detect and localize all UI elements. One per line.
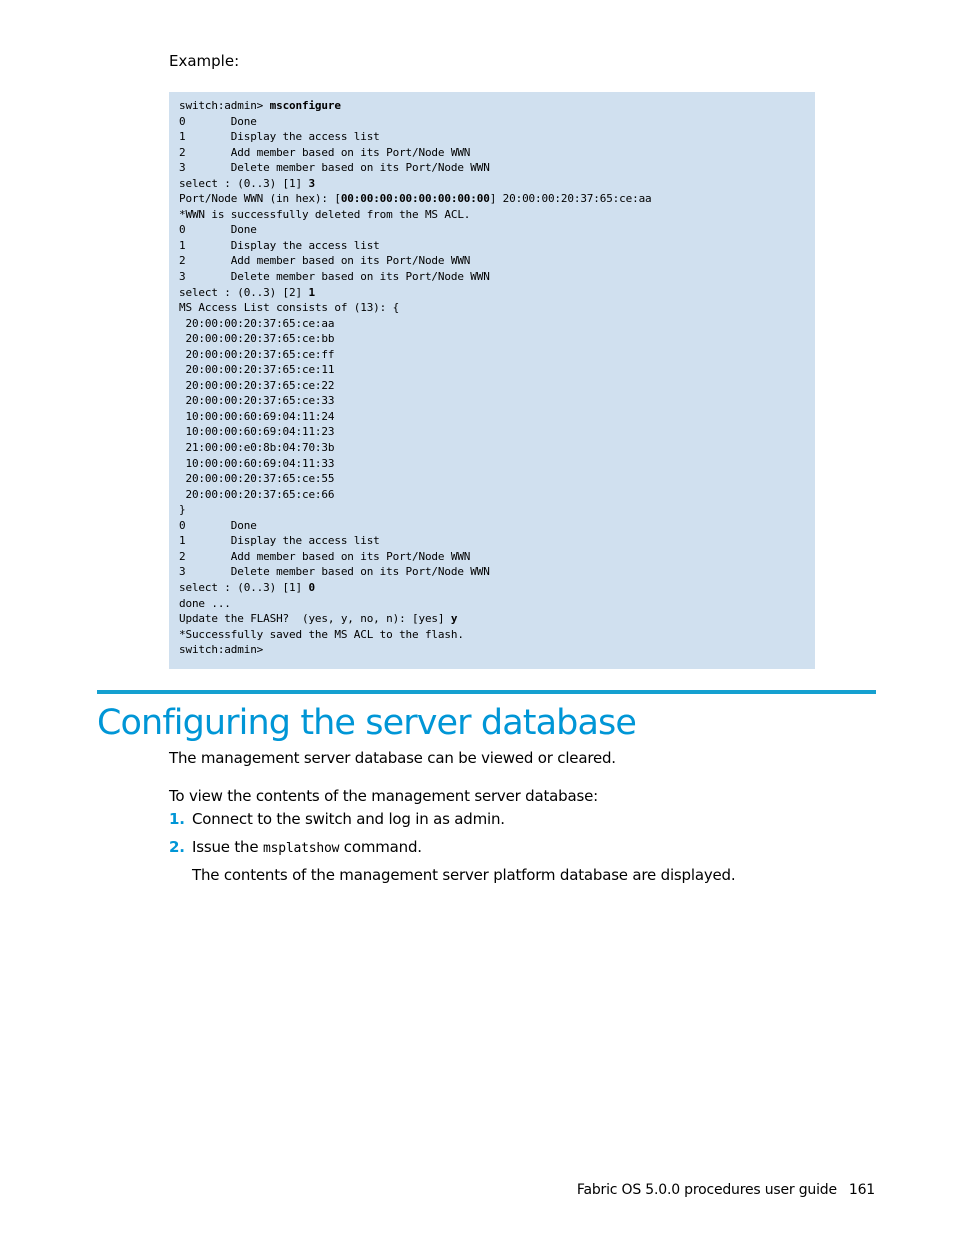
- terminal-output: 20:00:00:20:37:65:ce:33: [179, 394, 335, 408]
- terminal-output: 0 Done: [179, 223, 257, 237]
- code-line: [179, 456, 815, 472]
- code-line: [179, 564, 815, 580]
- page-number: 161: [848, 1182, 875, 1198]
- terminal-output: 20:00:00:20:37:65:ce:aa: [179, 316, 335, 330]
- code-line: [179, 518, 815, 534]
- terminal-output: 21:00:00:e0:8b:04:70:3b: [179, 441, 335, 455]
- terminal-output: 1 Display the access list: [179, 534, 380, 548]
- step-result: The contents of the management server platform database are displayed.: [192, 866, 736, 884]
- command-name: msplatshow: [262, 841, 340, 856]
- terminal-output: 20:00:00:20:37:65:ce:66: [179, 487, 335, 501]
- code-line: [179, 160, 815, 176]
- terminal-output: 10:00:00:60:69:04:11:23: [179, 425, 335, 439]
- terminal-output: ] 20:00:00:20:37:65:ce:aa: [489, 192, 652, 206]
- terminal-output: 3 Delete member based on its Port/Node WWN: [179, 270, 490, 284]
- terminal-output: 3 Delete member based on its Port/Node WWN: [179, 565, 490, 579]
- terminal-output: done ...: [179, 596, 231, 610]
- terminal-output: 1 Display the access list: [179, 238, 380, 252]
- terminal-output: *Successfully saved the MS ACL to the flash.: [179, 627, 464, 641]
- code-line: [179, 549, 815, 565]
- terminal-output: switch:admin>: [179, 99, 270, 112]
- section-title: Configuring the server database: [97, 703, 636, 743]
- code-line: [179, 316, 815, 332]
- terminal-output: select : (0..3) [1]: [179, 580, 309, 594]
- step-text: Connect to the switch and log in as admin.: [192, 810, 505, 828]
- code-line: [179, 300, 815, 316]
- section-intro: The management server database can be viewed or cleared.: [169, 749, 616, 767]
- code-line: [179, 191, 815, 207]
- code-line: [179, 487, 815, 503]
- code-line: [179, 580, 815, 596]
- terminal-output: 2 Add member based on its Port/Node WWN: [179, 549, 471, 563]
- code-line: [179, 611, 815, 627]
- code-line: [179, 596, 815, 612]
- code-line: [179, 642, 815, 658]
- terminal-output: select : (0..3) [2]: [179, 285, 309, 299]
- code-example-block: [169, 92, 815, 669]
- step-number: 1.: [169, 810, 185, 828]
- user-input: y: [450, 612, 458, 626]
- code-line: [179, 331, 815, 347]
- code-line: [179, 502, 815, 518]
- code-line: [179, 129, 815, 145]
- code-line: [179, 409, 815, 425]
- terminal-output: 20:00:00:20:37:65:ce:bb: [179, 332, 335, 346]
- guide-title: Fabric OS 5.0.0 procedures user guide: [576, 1182, 837, 1198]
- code-line: [179, 222, 815, 238]
- user-input: 3: [308, 176, 315, 190]
- terminal-output: 20:00:00:20:37:65:ce:11: [179, 363, 335, 377]
- terminal-output: }: [179, 503, 186, 517]
- terminal-output: 0 Done: [179, 518, 257, 532]
- terminal-output: *WWN is successfully deleted from the MS ACL.: [179, 207, 471, 221]
- code-line: [179, 176, 815, 192]
- code-line: [179, 145, 815, 161]
- code-line: [179, 533, 815, 549]
- page-footer: [577, 1180, 875, 1200]
- user-input: 00:00:00:00:00:00:00:00: [340, 192, 490, 206]
- user-input: 0: [308, 580, 315, 594]
- code-line: [179, 253, 815, 269]
- code-line: [179, 362, 815, 378]
- code-line: [179, 424, 815, 440]
- code-line: [179, 238, 815, 254]
- step-text-before: Issue the: [192, 838, 263, 856]
- terminal-output: select : (0..3) [1]: [179, 176, 309, 190]
- code-line: [179, 378, 815, 394]
- code-line: [179, 207, 815, 223]
- step-number: 2.: [169, 838, 185, 856]
- terminal-output: 2 Add member based on its Port/Node WWN: [179, 145, 471, 159]
- code-line: [179, 114, 815, 130]
- terminal-output: 10:00:00:60:69:04:11:33: [179, 456, 335, 470]
- code-line: [179, 98, 815, 114]
- user-input: msconfigure: [269, 99, 341, 112]
- terminal-output: 20:00:00:20:37:65:ce:55: [179, 472, 335, 486]
- procedure-lead: To view the contents of the management server database:: [169, 787, 598, 805]
- code-line: [179, 440, 815, 456]
- user-input: 1: [308, 285, 315, 299]
- code-line: [179, 627, 815, 643]
- step-text: [192, 837, 422, 859]
- terminal-output: 10:00:00:60:69:04:11:24: [179, 409, 335, 423]
- example-label: Example:: [169, 52, 240, 70]
- terminal-output: MS Access List consists of (13): {: [179, 301, 400, 315]
- code-line: [179, 471, 815, 487]
- terminal-output: 0 Done: [179, 114, 257, 128]
- step-text-after: command.: [339, 838, 422, 856]
- terminal-output: 20:00:00:20:37:65:ce:ff: [179, 347, 335, 361]
- section-divider: [97, 690, 876, 694]
- code-line: [179, 285, 815, 301]
- terminal-output: 3 Delete member based on its Port/Node WWN: [179, 161, 490, 175]
- terminal-output: Update the FLASH? (yes, y, no, n): [yes]: [179, 612, 451, 626]
- terminal-output: switch:admin>: [179, 643, 264, 657]
- code-line: [179, 269, 815, 285]
- terminal-output: 20:00:00:20:37:65:ce:22: [179, 378, 335, 392]
- terminal-output: 1 Display the access list: [179, 130, 380, 144]
- terminal-output: Port/Node WWN (in hex): [: [179, 192, 341, 206]
- code-line: [179, 347, 815, 363]
- terminal-output: 2 Add member based on its Port/Node WWN: [179, 254, 471, 268]
- code-line: [179, 393, 815, 409]
